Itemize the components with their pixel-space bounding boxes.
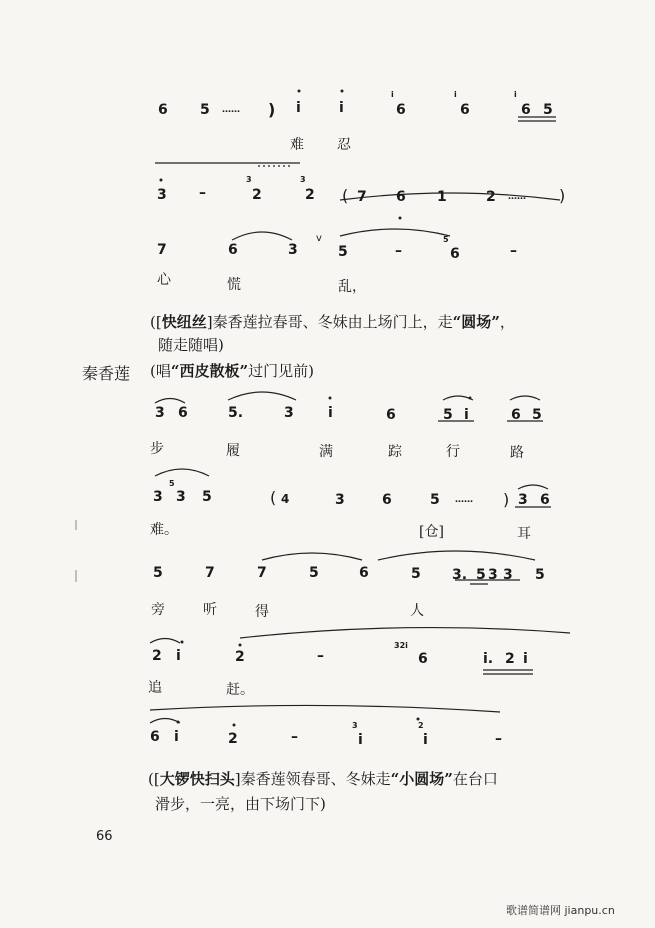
ellipsis: …… <box>455 495 473 505</box>
grace-note: 3 <box>246 175 252 184</box>
stage-direction-1 <box>150 311 515 332</box>
note: i <box>174 729 179 745</box>
stage-direction-1-line2: 随走随唱) <box>158 336 224 354</box>
grace-note: i <box>514 90 517 99</box>
slur <box>340 193 560 200</box>
aria-type: “西皮散板” <box>170 362 249 380</box>
dash: – <box>317 648 324 664</box>
lyric: 赶。 <box>226 682 254 698</box>
note: 4 <box>281 492 290 506</box>
breath-mark: v <box>316 233 322 244</box>
lyric: 慌 <box>227 277 241 293</box>
note: 2 <box>486 189 496 205</box>
dot <box>239 644 242 647</box>
grace-note: 3 <box>300 175 306 184</box>
dot <box>399 217 402 220</box>
note: 6 <box>511 407 521 423</box>
note: 2 <box>305 187 315 203</box>
note: 6 <box>178 405 188 421</box>
paren: ( <box>342 186 349 205</box>
slur <box>510 396 540 400</box>
note: 6 <box>521 102 531 118</box>
note: 6 <box>228 242 238 258</box>
note: 6 <box>460 102 470 118</box>
lyric: 追 <box>148 680 162 696</box>
slur <box>150 639 180 644</box>
note: i <box>339 100 344 116</box>
bracket: ([ <box>148 770 160 788</box>
note: 1 <box>437 189 447 205</box>
slur <box>155 399 185 404</box>
lyric: 得 <box>255 604 269 620</box>
lyric: 行 <box>446 444 460 460</box>
note: 6 <box>359 565 369 581</box>
stage-text: ， <box>499 313 515 331</box>
note: i <box>358 732 363 748</box>
note: i. <box>483 651 494 667</box>
note: 7 <box>257 565 267 581</box>
lyric: 步 <box>150 441 164 457</box>
dot <box>469 397 472 400</box>
lyric: 履 <box>226 443 240 459</box>
stage-direction-2-line2: 滑步，一亮，由下场门下) <box>155 795 326 813</box>
note: 6 <box>540 492 550 508</box>
dot <box>341 90 344 93</box>
note: 3 <box>284 405 294 421</box>
note: 3 <box>153 489 163 505</box>
sing-cue <box>150 360 314 381</box>
note: i <box>296 100 301 116</box>
note: i <box>423 732 428 748</box>
paren: ) <box>559 186 566 205</box>
ellipsis: …… <box>508 192 526 202</box>
note: 6 <box>418 651 428 667</box>
slur <box>518 485 548 489</box>
paren: ( <box>270 488 277 507</box>
note: 3 <box>176 489 186 505</box>
lyric: 乱， <box>338 279 366 295</box>
slur <box>150 719 180 724</box>
note: 3 <box>488 567 498 583</box>
note: 5 <box>430 492 440 508</box>
dot <box>177 721 180 724</box>
stage-text: (唱 <box>150 362 171 380</box>
paren: ) <box>503 490 510 509</box>
grace-note: 3 <box>352 721 358 730</box>
stage-text: 过门见前) <box>248 362 314 380</box>
note: 7 <box>205 565 215 581</box>
page-number: 66 <box>96 829 113 844</box>
grace-note: 5 <box>443 235 449 244</box>
lyric: 旁 <box>151 602 165 618</box>
note: 2 <box>228 731 238 747</box>
lyric: 忍 <box>337 137 351 153</box>
stage-text: ]秦香莲拉春哥、冬妹由上场门上，走 <box>206 313 453 331</box>
note: 3 <box>335 492 345 508</box>
paren: ) <box>268 100 276 119</box>
lyric: 难 <box>290 137 304 153</box>
note: 7 <box>157 242 167 258</box>
dot <box>329 397 332 400</box>
grace-note: 32i <box>394 641 408 650</box>
note: i <box>464 407 469 423</box>
note: 7 <box>357 189 367 205</box>
note: 5 <box>476 567 486 583</box>
note: 3 <box>503 567 513 583</box>
note: 5. <box>228 405 244 421</box>
stage-term: “小圆场” <box>390 770 453 788</box>
watermark: 歌谱简谱网 jianpu.cn <box>506 904 615 917</box>
note: 6 <box>386 407 396 423</box>
dot <box>233 724 236 727</box>
note: 6 <box>396 102 406 118</box>
slur <box>228 392 296 400</box>
note: 5 <box>543 102 553 118</box>
slur <box>378 551 535 560</box>
lyric: [仓] <box>419 524 444 540</box>
note: 2 <box>505 651 515 667</box>
dot <box>298 90 301 93</box>
slur <box>232 232 292 240</box>
lyric: 难。 <box>150 522 178 538</box>
stage-text: 在台口 <box>452 770 498 788</box>
note: 6 <box>158 102 168 118</box>
note: 3. <box>452 567 468 583</box>
music-cue-tag: 快纽丝 <box>161 313 207 331</box>
dash: – <box>395 243 402 259</box>
slur <box>240 628 570 638</box>
lyric: 路 <box>510 445 524 461</box>
note: 5 <box>309 565 319 581</box>
bracket: [ <box>155 313 162 331</box>
note: 3 <box>157 187 167 203</box>
dot <box>181 641 184 644</box>
paren: ( <box>150 313 156 331</box>
note: i <box>328 405 333 421</box>
grace-note: i <box>391 90 394 99</box>
stage-term: “圆场” <box>452 313 500 331</box>
lyric: 耳 <box>517 526 531 542</box>
note: 5 <box>411 566 421 582</box>
grace-note: 5 <box>169 479 175 488</box>
dash: – <box>510 243 517 259</box>
grace-note: i <box>454 90 457 99</box>
lyric: 满 <box>319 444 333 460</box>
note: 6 <box>150 729 160 745</box>
speaker-name: 秦香莲 <box>82 364 131 383</box>
note: i <box>176 648 181 664</box>
note: 5 <box>338 244 348 260</box>
stage-text: ]秦香莲领春哥、冬妹走 <box>234 770 391 788</box>
grace-note: 2 <box>418 721 424 730</box>
dot <box>160 179 163 182</box>
ellipsis: …… <box>222 105 240 115</box>
note: 3 <box>155 405 165 421</box>
lyric: 心 <box>157 272 171 288</box>
note: 5 <box>532 407 542 423</box>
lyric: 听 <box>203 602 217 618</box>
note: 5 <box>443 407 453 423</box>
note: 5 <box>200 102 210 118</box>
note: 3 <box>518 492 528 508</box>
slur <box>155 469 209 476</box>
note: 5 <box>202 489 212 505</box>
lyric: 踪 <box>388 444 402 460</box>
dash: – <box>495 731 502 747</box>
note: 5 <box>153 565 163 581</box>
music-cue-tag: 大锣快扫头 <box>159 770 235 788</box>
note: 2 <box>152 648 162 664</box>
dash: – <box>199 185 206 201</box>
note: i <box>523 651 528 667</box>
lyric: 人 <box>410 603 424 619</box>
dash: – <box>291 729 298 745</box>
slur <box>150 705 500 712</box>
note: 2 <box>235 649 245 665</box>
stage-direction-2 <box>148 768 498 789</box>
note: 6 <box>382 492 392 508</box>
note: 6 <box>450 246 460 262</box>
note: 2 <box>252 187 262 203</box>
note: 6 <box>396 189 406 205</box>
note: 3 <box>288 242 298 258</box>
note: 5 <box>535 567 545 583</box>
slur <box>262 553 362 560</box>
slur <box>340 229 450 236</box>
